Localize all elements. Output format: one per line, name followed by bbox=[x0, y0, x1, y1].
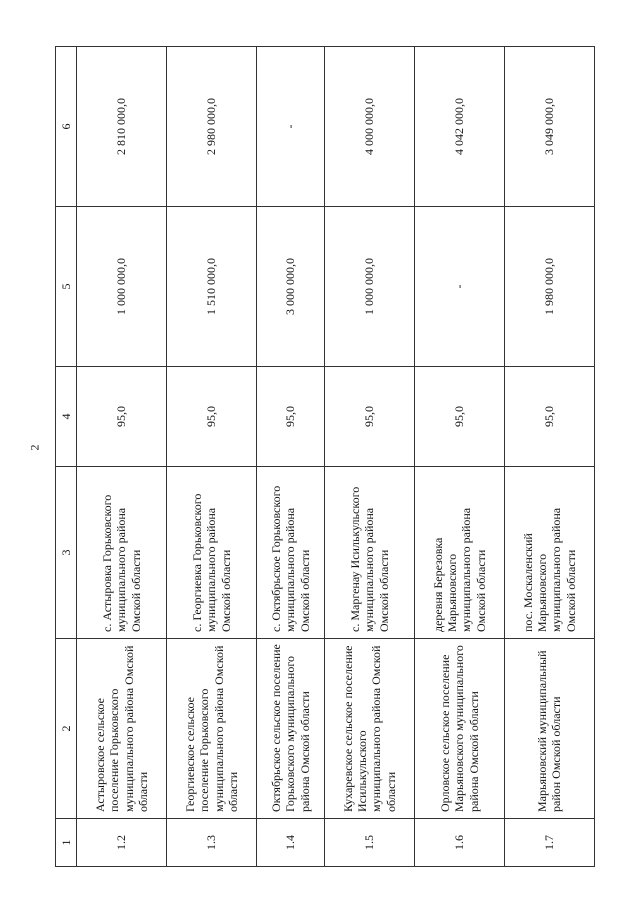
column-header: 1 bbox=[56, 819, 77, 867]
header-row bbox=[56, 47, 77, 867]
municipality-cell: Кухаревское сельское поселение Исилькульского муниципального района Омской области bbox=[324, 639, 414, 819]
rotated-table-container bbox=[55, 47, 595, 867]
column-header: 6 bbox=[56, 47, 77, 207]
column-header: 3 bbox=[56, 467, 77, 639]
amount6-cell: 2 980 000,0 bbox=[167, 47, 257, 207]
row-number: 1.4 bbox=[257, 819, 325, 867]
settlement-cell: деревня Березовка Марьяновского муниципального района Омской области bbox=[414, 467, 504, 639]
data-table bbox=[55, 46, 595, 867]
table-row bbox=[504, 47, 594, 867]
column-header: 5 bbox=[56, 207, 77, 367]
amount6-cell: 4 042 000,0 bbox=[414, 47, 504, 207]
page-number: 2 bbox=[27, 444, 42, 451]
municipality-cell: Астыровское сельское поселение Горьковского муниципального района Омской области bbox=[77, 639, 167, 819]
column-header: 2 bbox=[56, 639, 77, 819]
settlement-cell: с. Октябрьское Горьковского муниципального района Омской области bbox=[257, 467, 325, 639]
amount5-cell: - bbox=[414, 207, 504, 367]
table-row bbox=[324, 47, 414, 867]
table-row bbox=[257, 47, 325, 867]
row-number: 1.5 bbox=[324, 819, 414, 867]
settlement-cell: с. Астыровка Горьковского муниципального района Омской области bbox=[77, 467, 167, 639]
amount5-cell: 1 000 000,0 bbox=[77, 207, 167, 367]
amount6-cell: 2 810 000,0 bbox=[77, 47, 167, 207]
municipality-cell: Орловское сельское поселение Марьяновского муниципального района Омской области bbox=[414, 639, 504, 819]
amount5-cell: 1 980 000,0 bbox=[504, 207, 594, 367]
amount5-cell: 3 000 000,0 bbox=[257, 207, 325, 367]
amount5-cell: 1 510 000,0 bbox=[167, 207, 257, 367]
row-number: 1.2 bbox=[77, 819, 167, 867]
amount5-cell: 1 000 000,0 bbox=[324, 207, 414, 367]
table-row bbox=[77, 47, 167, 867]
municipality-cell: Георгиевское сельское поселение Горьковского муниципального района Омской области bbox=[167, 639, 257, 819]
table-row bbox=[167, 47, 257, 867]
amount6-cell: - bbox=[257, 47, 325, 207]
percent-cell: 95,0 bbox=[504, 367, 594, 467]
amount6-cell: 3 049 000,0 bbox=[504, 47, 594, 207]
settlement-cell: с. Маргенау Исилькульского муниципального района Омской области bbox=[324, 467, 414, 639]
row-number: 1.6 bbox=[414, 819, 504, 867]
settlement-cell: пос. Москаленский Марьяновского муниципального района Омской области bbox=[504, 467, 594, 639]
row-number: 1.7 bbox=[504, 819, 594, 867]
row-number: 1.3 bbox=[167, 819, 257, 867]
percent-cell: 95,0 bbox=[77, 367, 167, 467]
municipality-cell: Октябрьское сельское поселение Горьковского муниципального района Омской области bbox=[257, 639, 325, 819]
amount6-cell: 4 000 000,0 bbox=[324, 47, 414, 207]
percent-cell: 95,0 bbox=[167, 367, 257, 467]
table-row bbox=[414, 47, 504, 867]
municipality-cell: Марьяновский муниципальный район Омской области bbox=[504, 639, 594, 819]
percent-cell: 95,0 bbox=[414, 367, 504, 467]
settlement-cell: с. Георгиевка Горьковского муниципального района Омской области bbox=[167, 467, 257, 639]
column-header: 4 bbox=[56, 367, 77, 467]
percent-cell: 95,0 bbox=[324, 367, 414, 467]
percent-cell: 95,0 bbox=[257, 367, 325, 467]
